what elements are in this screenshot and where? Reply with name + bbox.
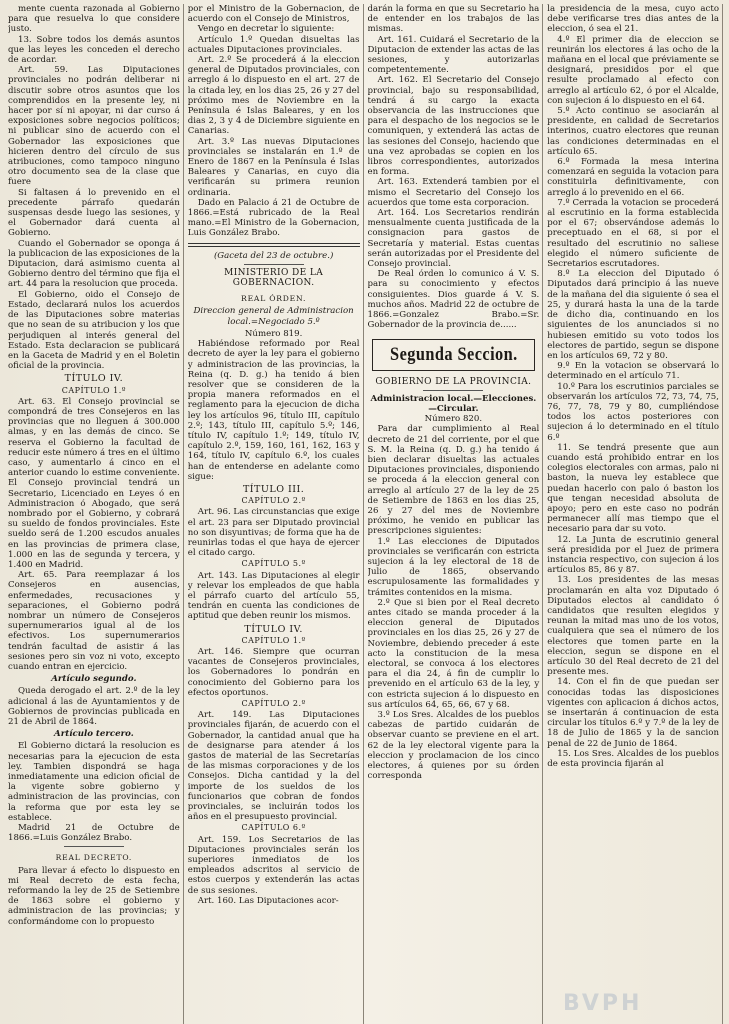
paragraph: Art. 164. Los Secretarios rendirán mensualmente cuenta justificada de la consignacion para gastos de Secretaría y material. Estas cuentas serán autorizadas por el Presidente del Consejo provincial. (367, 208, 540, 270)
paragraph: Si faltasen á lo prevenido en el precedente párrafo quedarán suspensas desde luego las sesiones, y el Gobernador dará cuenta al Gobierno. (8, 187, 180, 239)
paragraph: darán la forma en que su Secretario ha de entender en los trabajos de las mismas. (367, 4, 540, 35)
section-title: TÍTULO III. (242, 483, 305, 495)
paragraph: El Gobierno dictará la resolucion es necesarias para la ejecucion de esta ley. Tambien dispondrá se haga inmediatamente una edicion oficial de la vigente sobre gobierno y administracion de las provincias, con la reforma que por esta ley se establece. (8, 741, 180, 823)
paragraph: mente cuenta razonada al Gobierno para que resuelva lo que considere justo. (8, 4, 180, 35)
paragraph: la presidencia de la mesa, cuyo acto debe verificarse tres dias antes de la eleccion, ó sea el 21. (547, 4, 719, 35)
paragraph: 9.º En la votacion se observará lo determinado en el artículo 71. (547, 361, 719, 382)
section-banner (372, 339, 536, 371)
paragraph: 7.º Cerrada la votacion se procederá al escrutinio en la forma establecida por el 67; observándose además lo preceptuado en el 68, si por el resultado del escrutinio no saliese elegido el número suficiente de Secretarios escrutadores. (547, 197, 719, 270)
chapter-title: CAPÍTULO 1.º (61, 385, 127, 395)
government-heading: GOBIERNO DE LA PROVINCIA. (375, 376, 532, 387)
paragraph: Para dar cumplimiento al Real decreto de 21 del corriente, por el que S. M. la Reina (q. D. g.) ha tenido á bien declarar disueltas las actuales Diputaciones provinciales, disponiendo se proceda á la eleccion general con arreglo al artículo 27 de la ley de 25 de Setiembre de 1863 en los dias 25, 26 y 27 del mes de Noviembre próximo, he venido en publicar las prescripciones siguientes: (367, 424, 540, 537)
paragraph: Art. 146. Siempre que ocurran vacantes de Consejeros provinciales, los Gobernadores lo pondrán en conocimiento del Gobierno para los efectos oportunos. (187, 646, 360, 698)
column-4 (547, 4, 723, 1024)
date-signature: Madrid 21 de Octubre de 1866.=Luis González Brabo. (8, 823, 180, 844)
paragraph: Art. 143. Las Diputaciones al elegir y relevar los empleados de que habla el párrafo cuarto del artículo 55, tendrán en cuenta las condiciones de aptitud que deben reunir los mismos. (187, 570, 360, 622)
paragraph: Art. 96. Las circunstancias que exige el art. 23 para ser Diputado provincial no son disyuntivas; de forma que ha de reunirlas todas el que haya de ejercer el citado cargo. (187, 507, 360, 559)
paragraph: Art. 163. Extenderá tambien por el mismo el Secretario del Consejo los acuerdos que tome esta corporacion. (367, 177, 540, 208)
divider (188, 243, 360, 247)
paragraph: Art. 65. Para reemplazar á los Consejeros en ausencias, enfermedades, recusaciones y separaciones, el Gobierno podrá nombrar un número de Consejeros supernumerarios igual al de los efectivos. Los supernumerarios tendrán facultad de asistir á las sesiones pero sin voz ni voto, excepto cuando entran en ejercicio. (8, 570, 180, 672)
column-3 (368, 4, 544, 1024)
paragraph: Art. 63. El Consejo provincial se compondrá de tres Consejeros en las provincias que no lleguen á 300.000 almas, y en las demás de cinco. Se reserva el Gobierno la facultad de reducir este número á tres en el último caso, y aumentarlo á cinco en el anterior cuando lo estime conveniente. El Consejo provincial tendrá un Secretario, Licenciado en Leyes ó en Administracion ó Abogado, que será nombrado por el Gobierno, y cobrará su sueldo de fondos provinciales. Este sueldo será de 1.200 escudos anuales en las provincias de primera clase, 1.000 en las de segunda y tercera, y 1.400 en Madrid. (8, 396, 180, 570)
paragraph: Art. 3.º Las nuevas Diputaciones provinciales se instalarán en 1.º de Enero de 1867 en la Península é Islas Baleares y Canarias, en cuyo dia verificarán su primera reunion ordinaria. (187, 136, 360, 198)
paragraph: 14. Con el fin de que puedan ser conocidas todas las disposiciones vigentes con aplicacion á dichos actos, se insertarán á continuacion de esta circular los títulos 6.º y 7.º de la ley de 18 de Julio de 1865 y la de sancion penal de 22 de Junio de 1864. (547, 677, 719, 749)
number-heading: Número 820. (424, 414, 483, 425)
chapter-title: CAPÍTULO 5.º (241, 559, 306, 569)
article-heading: Artículo tercero. (54, 729, 134, 740)
paragraph: 15. Los Sres. Alcaldes de los pueblos de esta provincia fijarán al (547, 748, 719, 770)
paragraph: Artículo 1.º Quedan disueltas las actuales Diputaciones provinciales. (187, 34, 360, 55)
paragraph: por el Ministro de la Gobernacion, de acuerdo con el Consejo de Ministros, (187, 4, 360, 25)
paragraph: Art. 162. El Secretario del Consejo provincial, bajo su responsabilidad, tendrá á su cargo la exacta observancia de las instrucciones que para el despacho de los negocios se le comuniquen, y extenderá las actas de las sesiones del Consejo, haciendo que una vez aprobadas se copien en los libros correspondientes, autorizados en forma. (367, 75, 540, 178)
divider (64, 846, 124, 847)
paragraph: Habiéndose reformado por Real decreto de ayer la ley para el gobierno y administracion de las provincias, la Reina (q. D. g.) ha tenido á bien resolver que se consideren de la propia manera reformados en el reglamento para la ejecucion de dicha ley los artículos 96, título III, capítulo 2.º; 143, título III, capítulo 5.º; 146, título IV, capítulo 1.º; 149, título IV, capítulo 2.º, 159, 160, 161, 162, 163 y 164, título IV, capítulo 6.º, los cuales han de entenderse en adelante como sigue: (187, 339, 360, 482)
paragraph: 4.º El primer dia de eleccion se reunirán los electores á las ocho de la mañana en el local que préviamente se designará, presididos por el que resulte proclamado al efecto con arreglo al artículo 62, ó por el Alcalde, con sujecion á lo dispuesto en el 64. (547, 34, 719, 106)
ministry-heading: MINISTERIO DE LA GOBERNACION. (224, 267, 324, 289)
paragraph: Art. 159. Los Secretarios de las Diputaciones provinciales serán los superiores inmediatos de los empleados adscritos al servicio de estos cuerpos y extenderán las actas de sus sesiones. (187, 834, 360, 896)
paragraph: Art. 2.º Se procederá á la eleccion general de Diputados provinciales, con arreglo á lo dispuesto en el art. 27 de la citada ley, en los dias 25, 26 y 27 del próximo mes de Noviembre en la Península é Islas Baleares, y en los dias 2, 3 y 4 de Diciembre siguiente en Canarias. (187, 55, 360, 137)
paragraph: 2.º Que si bien por el Real decreto antes citado se manda proceder á la eleccion general de Diputados provinciales en los dias 25, 26 y 27 de Noviembre, debiendo preceder á este acto la constitucion de la mesa electoral, se convoca á los electores para el dia 24, á fin de cumplir lo prevenido en el artículo 63 de la ley, y con estricta sujecion á lo dispuesto en sus artículos 64, 65, 66, 67 y 68. (367, 597, 540, 710)
paragraph: Art. 59. Las Diputaciones provinciales no podrán deliberar ni discutir sobre otros asuntos que los comprendidos en la presente ley, ni hacer por sí ni apoyar, ni dar curso á exposiciones sobre negocios políticos; ni publicar sino de acuerdo con el Gobernador las exposiciones que hicieren dentro del círculo de sus atribuciones, como tampoco ninguno otro documento sea de la clase que fuere (8, 65, 180, 188)
paragraph: Queda derogado el art. 2.º de la ley adicional á las de Ayuntamientos y de Gobiernos de provincias publicada en 21 de Abril de 1864. (8, 686, 180, 728)
paragraph: El Gobierno, oido el Consejo de Estado, declarará nulos los acuerdos de las Diputaciones sobre materias que no sean de su atribucion y los que perjudiquen al interés general del Estado. Esta declaracion se publicará en la Gaceta de Madrid y en el Boletin oficial de la provincia. (8, 289, 180, 372)
paragraph: 13. Los presidentes de las mesas proclamarán en alta voz Diputado ó Diputados electos al candidato ó candidatos que resulten elegidos y reunan la mitad mas uno de los votos, cualquiera que sea el número de los electores que tomen parte en la eleccion, segun se dispone en el artículo 30 del Real decreto de 21 del presente mes. (547, 575, 719, 678)
paragraph: De Real órden lo comunico á V. S. para su conocimiento y efectos consiguientes. Dios guarde á V. S. muchos años. Madrid 22 de octubre de 1866.=Gonzalez Brabo.=Sr. Gobernador de la provincia de...... (367, 269, 540, 331)
direction-heading: Direccion general de Administracion local.=Negociado 5.º (193, 306, 354, 327)
paragraph: Dado en Palacio á 21 de Octubre de 1866.=Está rubricado de la Real mano.=El Ministro de la Gobernacion, Luis González Brabo. (187, 197, 360, 239)
chapter-title: CAPÍTULO 1.º (241, 635, 306, 645)
column-1 (8, 4, 184, 1024)
paragraph: Art. 161. Cuidará el Secretario de la Diputacion de extender las actas de las sesiones, y autorizarlas competentemente. (367, 34, 540, 76)
chapter-title: CAPÍTULO 2.º (241, 496, 306, 506)
paragraph: 6.º Formada la mesa interina comenzará en seguida la votacion para constituirla definitivamente, con arreglo á lo prevenido en el 66. (547, 157, 719, 198)
admin-heading: Administracion local.—Elecciones.—Circular. (370, 393, 537, 414)
paragraph: 11. Se tendrá presente que aun cuando está prohibido entrar en los colegios electorales con armas, palo ni baston, la nueva ley establece que puedan hacerlo con palo ó baston los que tengan necesidad absoluta de apoyo; pero en este caso no podrán permanecer allí mas tiempo que el necesario para dar su voto. (547, 442, 719, 535)
paragraph: Art. 160. Las Diputaciones acor- (197, 895, 339, 906)
library-watermark (559, 980, 689, 1020)
section-title: TÍTULO IV. (64, 373, 124, 385)
decree-heading: REAL DECRETO. (55, 853, 133, 863)
divider (423, 390, 483, 391)
order-heading: REAL ÓRDEN. (241, 294, 307, 304)
paragraph: 13. Sobre todos los demás asuntos que las leyes les conceden el derecho de acordar. (8, 34, 180, 66)
number-heading: Número 819. (244, 328, 303, 339)
chapter-title: CAPÍTULO 6.º (241, 823, 306, 833)
article-heading: Artículo segundo. (51, 674, 137, 685)
paragraph: 12. La Junta de escrutinio general será presidida por el Juez de primera instancia respectivo, con sujecion á los artículos 85, 86 y 87. (547, 534, 719, 576)
paragraph: 5.º Acto continuo se asociarán al presidente, en calidad de Secretarios interinos, cuatro electores que reunan las condiciones determinadas en el artículo 65. (547, 106, 719, 157)
paragraph: 10.º Para los escrutinios parciales se observarán los artículos 72, 73, 74, 75, 76, 77, 78, 79 y 80, cumpliéndose todos los actos posteriores con sujecion á lo determinado en el título 6.º (547, 381, 719, 443)
paragraph: Para llevar á efecto lo dispuesto en mi Real decreto de esta fecha, reformando la ley de 25 de Setiembre de 1863 sobre el gobierno y administracion de las provincias; y conformándome con lo propuesto (8, 865, 180, 927)
paragraph: 1.º Las elecciones de Diputados provinciales se verificarán con estricta sujecion á la ley electoral de 18 de Julio de 1865, observando escrupulosamente las formalidades y trámites contenidos en la misma. (367, 536, 540, 598)
column-2 (188, 4, 364, 1024)
section-banner-title: Segunda Seccion. (389, 343, 518, 365)
section-title: TÍTULO IV. (244, 623, 303, 635)
paragraph: Cuando el Gobernador se oponga á la publicacion de las exposiciones de la Diputacion, dará asimismo cuenta al Gobierno dentro del término que fija el art. 44 para la resolucion que proceda. (8, 238, 180, 290)
paragraph: Art. 149. Las Diputaciones provinciales fijarán, de acuerdo con el Gobernador, la cantidad anual que ha de designarse para atender á los gastos de material de las Secretarías de las mismas corporaciones y de los Consejos. Dicha cantidad y la del importe de los sueldos de los funcionarios que cobran de fondos provinciales, se incluirán todos los años en el presupuesto provincial. (187, 710, 360, 823)
gaceta-reference: (Gaceta del 23 de octubre.) (213, 250, 334, 261)
divider (244, 264, 304, 265)
paragraph: 3.º Los Sres. Alcaldes de los pueblos cabezas de partido cuidarán de observar cuanto se previene en el art. 62 de la ley electoral vigente para la eleccion y proclamacion de los cinco electores, á quienes por su órden corresponda (367, 710, 540, 782)
svg-text:BVPH: BVPH (563, 991, 643, 1016)
paragraph: Vengo en decretar lo siguiente: (197, 24, 335, 35)
paragraph: 8.º La eleccion del Diputado ó Diputados dará principio á las nueve de la mañana del dia siguiente ó sea el 25, y durará hasta la una de la tarde de dicho dia, continuando en los siguientes de los anunciados si no hubiesen emitido su voto todos los electores de partido, segun se dispone en los artículos 69, 72 y 80. (547, 269, 719, 361)
chapter-title: CAPÍTULO 2.º (241, 699, 306, 708)
